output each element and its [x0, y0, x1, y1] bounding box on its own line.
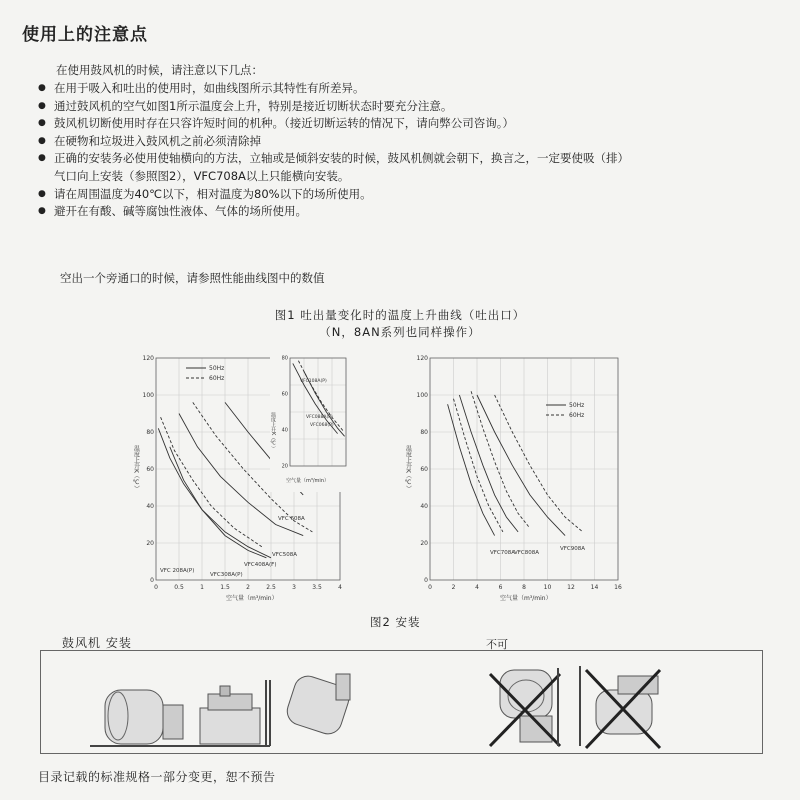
x-axis-label: 空气量（m³/min） — [500, 595, 552, 602]
series-line-1 — [454, 399, 503, 532]
note-item — [38, 168, 784, 186]
y-axis-label: 温度上升K（℃） — [270, 412, 276, 452]
y-tick-label: 0 — [150, 577, 154, 584]
x-tick-label: 16 — [614, 584, 622, 591]
series-label: VFC508A — [272, 552, 298, 558]
note-item — [38, 203, 784, 221]
x-axis-label: 空气量（m³/min） — [286, 478, 329, 484]
x-tick-label: 3 — [292, 584, 296, 591]
x-tick-label: 2 — [451, 584, 456, 591]
note-text: 正确的安装务必使用使轴横向的方法，立轴或是倾斜安装的时候，鼓风机侧就会朝下，换言之，一定要使吸（排） — [54, 151, 629, 166]
figure1-title: 图1 吐出量变化时的温度上升曲线（吐出口） — [274, 308, 526, 322]
note-item — [38, 98, 784, 116]
x-tick-label: 2.5 — [266, 584, 276, 591]
x-tick-label: 12 — [567, 584, 575, 591]
series-line-0 — [158, 428, 271, 558]
x-tick-label: 3.5 — [312, 584, 322, 591]
x-tick-label: 1.5 — [220, 584, 230, 591]
note-item — [38, 186, 784, 204]
y-tick-label: 120 — [416, 355, 428, 362]
y-tick-label: 20 — [281, 463, 288, 470]
legend-50hz: 50Hz — [569, 402, 585, 409]
blower-not-allowed-1-icon — [490, 668, 560, 746]
y-tick-label: 60 — [420, 466, 428, 473]
inset-background — [270, 352, 350, 492]
intro-text: 在使用鼓风机的时候，请注意以下几点： — [56, 63, 263, 77]
x-tick-label: 2 — [246, 584, 250, 591]
series-label: VFC408A(F) — [244, 562, 277, 568]
x-tick-label: 4 — [338, 584, 342, 591]
chart-inset — [270, 352, 350, 492]
y-tick-label: 40 — [281, 427, 288, 434]
series-label: VFC808A — [514, 550, 540, 556]
y-tick-label: 80 — [281, 355, 288, 362]
page-title: 使用上的注意点 — [22, 25, 148, 45]
figure1-subtitle: （N，8AN系列也同样操作） — [319, 325, 481, 339]
y-tick-label: 80 — [420, 429, 428, 436]
blower-vertical-icon — [190, 680, 270, 746]
chart-right — [398, 350, 628, 605]
y-axis-label: 温度上升K（℃） — [404, 445, 412, 492]
series-label: VFC088A(P) — [306, 415, 333, 420]
y-tick-label: 60 — [146, 466, 154, 473]
x-axis-label: 空气量（m³/min） — [226, 595, 278, 602]
y-tick-label: 120 — [142, 355, 154, 362]
note-item — [38, 80, 784, 98]
y-axis-label: 温度上升K（℃） — [132, 445, 140, 492]
blower-wall-mounted-icon — [266, 673, 352, 746]
y-tick-label: 100 — [416, 392, 428, 399]
y-tick-label: 20 — [420, 540, 428, 547]
x-tick-label: 0 — [428, 584, 432, 591]
x-tick-label: 6 — [498, 584, 503, 591]
note-text: 通过鼓风机的空气如图1所示温度会上升，特别是接近切断状态时要充分注意。 — [54, 98, 453, 113]
note-text: 鼓风机切断使用时存在只容许短时间的机种。（接近切断运转的情况下，请向弊公司咨询。） — [54, 116, 514, 131]
y-tick-label: 40 — [420, 503, 428, 510]
y-tick-label: 20 — [146, 540, 154, 547]
series-label: VFC308A(P) — [210, 572, 243, 578]
series-line-5 — [170, 447, 267, 558]
y-tick-label: 60 — [281, 391, 288, 398]
series-label: VFC068(P) — [310, 423, 334, 428]
series-label: VFC908A — [560, 546, 586, 552]
y-tick-label: 0 — [424, 577, 428, 584]
y-tick-label: 80 — [146, 429, 154, 436]
x-tick-label: 8 — [522, 584, 526, 591]
note-text: 避开在有酸、碱等腐蚀性液体、气体的场所使用。 — [54, 204, 307, 219]
x-tick-label: 0 — [154, 584, 158, 591]
notes-list — [38, 80, 784, 221]
series-line-0 — [448, 404, 495, 535]
series-label: VFC108A(P) — [300, 379, 327, 384]
note-text: 请在周围温度为40℃以下，相对温度为80%以下的场所使用。 — [54, 186, 372, 201]
install-label: 鼓风机 安装 — [62, 636, 132, 650]
x-tick-label: 14 — [590, 584, 599, 591]
legend-60hz: 60Hz — [569, 412, 585, 419]
series-label: VFC 608A — [278, 516, 305, 522]
series-line-1 — [161, 417, 262, 547]
series-line-2 — [459, 395, 518, 532]
x-tick-label: 0.5 — [174, 584, 184, 591]
note-text: 在用于吸入和吐出的使用时，如曲线图所示其特性有所差异。 — [54, 81, 365, 95]
footer-note: 目录记载的标准规格一部分变更，恕不预告 — [38, 770, 276, 784]
y-tick-label: 40 — [146, 503, 154, 510]
legend-60hz: 60Hz — [209, 375, 225, 382]
x-tick-label: 10 — [543, 584, 552, 591]
bypass-note: 空出一个旁通口的时候，请参照性能曲线图中的数值 — [60, 271, 325, 285]
not-ok-label: 不可 — [486, 638, 508, 651]
series-label: VFC 208A(P) — [160, 568, 195, 574]
note-item — [38, 133, 784, 151]
installation-illustrations — [40, 650, 763, 754]
note-text: 在硬物和垃圾进入鼓风机之前必须清除掉 — [54, 133, 261, 148]
series-label: VFC708A — [490, 550, 516, 556]
legend-50hz: 50Hz — [209, 365, 225, 372]
note-item — [38, 115, 784, 133]
blower-horizontal-icon — [90, 690, 190, 746]
note-text: 气口向上安装（参照图2），VFC708A以上只能横向安装。 — [54, 168, 350, 183]
x-tick-label: 4 — [475, 584, 479, 591]
figure2-title: 图2 安装 — [370, 615, 421, 629]
series-line-4 — [477, 395, 565, 536]
note-item — [38, 150, 784, 168]
blower-not-allowed-2-icon — [580, 666, 660, 748]
x-tick-label: 1 — [200, 584, 204, 591]
y-tick-label: 100 — [142, 392, 154, 399]
